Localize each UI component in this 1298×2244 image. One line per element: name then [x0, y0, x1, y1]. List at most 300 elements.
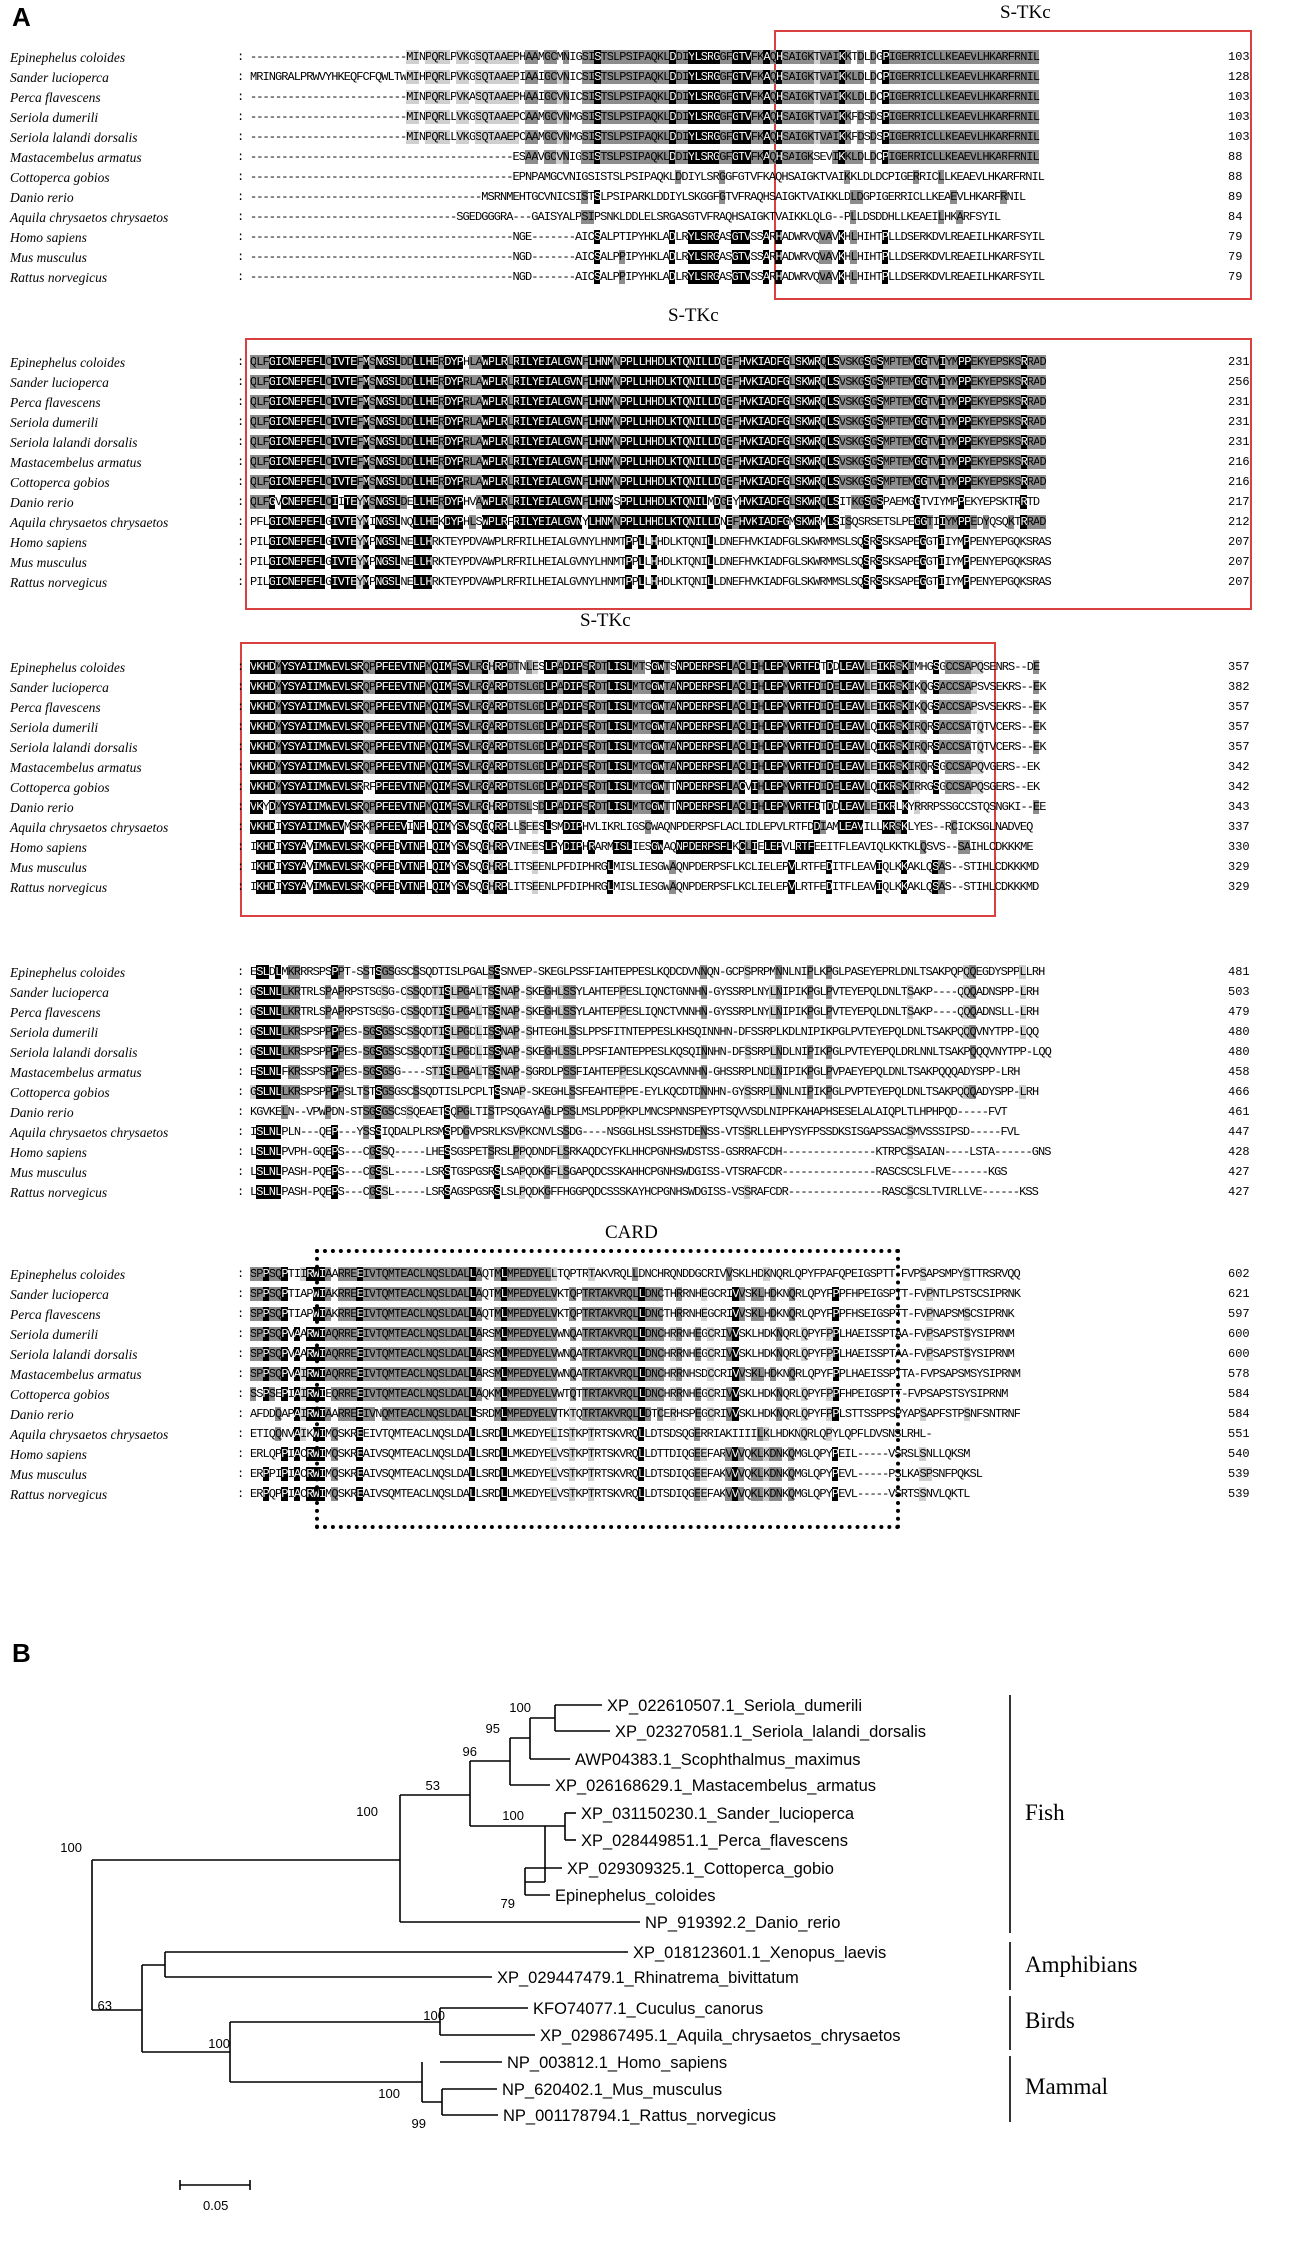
- separator: :: [237, 475, 245, 489]
- separator: :: [237, 1125, 245, 1139]
- separator: :: [237, 555, 245, 569]
- species-name: Sander lucioperca: [10, 1287, 109, 1302]
- sequence: -------------------------------------MSRNMEHTGCVNICSISTSLPSIPARKLDDIYLSKGGFGTVFRAQHSAIGKTVAIKKLDLDGPIGERRICLLKEAEVLHKARFRNIL: [250, 190, 1026, 204]
- alignment-row: [0, 1163, 1298, 1182]
- sequence: ------------------------------------------NGE-------AICSALPTIPYHKLADLRYLSRGASGTVSSARHADWRVQVAVKHLHIHTPLLDSERKDVLREAEILHKARFSYIL: [250, 230, 1045, 244]
- separator: :: [237, 760, 245, 774]
- species-name: Seriola dumerili: [10, 720, 99, 735]
- species-name: Cottoperca gobios: [10, 1387, 110, 1402]
- residue-count: 84: [1228, 210, 1243, 224]
- species-name: Danio rerio: [10, 495, 74, 510]
- alignment-row: [0, 1405, 1298, 1424]
- separator: :: [237, 740, 245, 754]
- residue-count: 342: [1228, 760, 1250, 774]
- bootstrap-value: 100: [60, 1840, 82, 1855]
- species-name: Seriola dumerili: [10, 1327, 99, 1342]
- separator: :: [237, 230, 245, 244]
- residue-count: 597: [1228, 1307, 1250, 1321]
- sequence: VKHDMYSYAIIMWEVLSRQPPFEEVTNPMQIMFSVLRGARPDTSLGDLPADIPSRDTLISLMTCGWTANPDERPSFLACLIHLEPMVRTFDIDELEAVLQIKRSKIRQRSACCSATQTVCERS--EK: [250, 720, 1046, 734]
- species-name: Rattus norvegicus: [10, 1487, 108, 1502]
- residue-count: 357: [1228, 720, 1250, 734]
- alignment-row: [0, 658, 1298, 677]
- residue-count: 231: [1228, 355, 1250, 369]
- residue-count: 584: [1228, 1407, 1250, 1421]
- alignment-row: [0, 108, 1298, 127]
- species-name: Rattus norvegicus: [10, 575, 108, 590]
- sequence: GSLNLLKRSPSPPPPES-SGSGSSCSSQDTISLPGDLISSNAP-SHTEGHLSSLPPSFITNTEPPESLKHSQINNHN-DFSSRPLKDLNIPIKPGLPVTEYEPQLDNLTSAKPQQQVNYTPP-LQQ: [250, 1025, 1039, 1039]
- alignment-row: [0, 678, 1298, 697]
- sequence: -------------------------MINPQRLLVKGSQTAAEPCAAMGCVNMGSISTSLPSIPAQKLDDIYLSRGGFGTVFKAQHSAIGKTVAIKKFDSDSPIGERRICLLKEAEVLHKARFRNIL: [250, 110, 1040, 124]
- species-name: Rattus norvegicus: [10, 270, 108, 285]
- separator: :: [237, 415, 245, 429]
- separator: :: [237, 680, 245, 694]
- tree-tip-label: NP_919392.2_Danio_rerio: [645, 1914, 841, 1932]
- residue-count: 539: [1228, 1487, 1250, 1501]
- sequence: ESLDLMKRRRSPSPPT-SSTSGSGSCSSQDTISLPGALSSSNVEP-SKEGLPSSFIAHTEPPESLKQDCDVNNQN-GCPSPRPMNNLNIPLKPGLPASEYEPRLDNLTSAKPQPQQEGDYSPPLLRH: [250, 965, 1045, 979]
- species-name: Sander lucioperca: [10, 985, 109, 1000]
- species-name: Mus musculus: [10, 250, 87, 265]
- sequence: LSLNLPVPH-GQEPS---CGSSQ-----LHESSGSPETSRSLPPQDNDFLSRKAQDCYFKLHHCPGNHSWDSTSS-GSRRAFCDH---------------KTRPCSSAIAN----LSTA------GNS: [250, 1145, 1051, 1159]
- separator: :: [237, 660, 245, 674]
- sequence: QLFGICNEPEFLCIVTEFMSNGSLDDLLHERDYPRLAWPLRLRILYEIALGVNFLHNMNPPLLHHDLKTQNILLDGEFHVKIADFGLSKWRQLSVSKGSGSMPTEMGGTVIYMPPEKYEPSKSRRAD: [250, 455, 1046, 469]
- species-name: Seriola lalandi dorsalis: [10, 1045, 138, 1060]
- species-name: Seriola lalandi dorsalis: [10, 740, 138, 755]
- bootstrap-value: 96: [462, 1744, 477, 1759]
- alignment-row: [0, 718, 1298, 737]
- sequence: QLFGICNEPEFLCIVTEFMSNGSLDDLLHERDYPRLAWPLRLRILYEIALGVNFLHNMNPPLLHHDLKTQNILLDGEFHVKIADFGLSKWRQLSVSKGSGSMPTEMGGTVIYMPPEKYEPSKSRRAD: [250, 395, 1046, 409]
- sequence: PILGICNEPEFLGIVTEYMPNGSLNELLHRKTEYPDVAWPLRFRILHEIALGVNYLHNMTPPLLHHDLKTQNILLDNEFHVKIADFGLSKWRMMSLSQSRSSKSAPEGGTIIYMPPENYEPGQKSRAS: [250, 535, 1051, 549]
- alignment-row: [0, 553, 1298, 572]
- residue-count: 342: [1228, 780, 1250, 794]
- alignment-row: [0, 1023, 1298, 1042]
- panel-a-label: A: [12, 2, 31, 32]
- species-name: Danio rerio: [10, 190, 74, 205]
- group-label-fish: Fish: [1025, 1800, 1065, 1825]
- sequence: GSLNLLKRSPSPPPPSLTSTSGSGSCSSQDTISLPCPLTSSNAP-SKEGHLSSFEAHTEPPE-EYLKQCDTDNNHN-GYSSRPLNNLNIPIKPGLPVPTEYEPQLDNLTSAKPQQQADYSPP-LRH: [250, 1085, 1039, 1099]
- alignment-row: [0, 983, 1298, 1002]
- tree-tip-label: KFO74077.1_Cuculus_canorus: [533, 2000, 764, 2018]
- separator: :: [237, 270, 245, 284]
- residue-count: 481: [1228, 965, 1250, 979]
- sequence: ESLNLFKRSSPSPPPES-SGSGSG----STISLPGALTSSNAP-SGRDLPSSFIAHTEPPESLKQSCAVNNHN-GHSSRPLNDLNIPIKPGLPVPAEYEPQLDNLTSAKPQQQADYSPP-LRH: [250, 1065, 1020, 1079]
- alignment-row: [0, 818, 1298, 837]
- alignment-row: [0, 373, 1298, 392]
- sequence: GSLNLLKRSPSPPPPES-SGSGSSCSSQDTISLPGDLISSNAP-SKEGHLSSLPPSFIANTEPPESLKQSQINNHN-DFSSRPLNDLNIPIKPGLPVTEYEPQLDRLNNLTSAKPQQQVNYTPP-LQQ: [250, 1045, 1051, 1059]
- alignment-row: [0, 128, 1298, 147]
- residue-count: 427: [1228, 1165, 1250, 1179]
- species-name: Cottoperca gobios: [10, 475, 110, 490]
- sequence: ERPQPPIACRWIMQSKREAIVSQMTEACLNQSLDALLSRDLLMKEDYELVSTKPTRTSKVRQLLDTSDIQGEEFAKVVVQKLKDNKQMGLQPYPEVL-----VSRTSSNVLQKTL: [250, 1487, 970, 1501]
- alignment-row: [0, 1445, 1298, 1464]
- tree-tip-label: Epinephelus_coloides: [555, 1887, 716, 1905]
- species-name: Mastacembelus armatus: [10, 1367, 142, 1382]
- residue-count: 79: [1228, 270, 1243, 284]
- alignment-row: [0, 573, 1298, 592]
- sequence: IKHDIYSYAVIMWEVLSRKQPFEDVTNPLQIMYSVSQGHRPLITSEENLPFDIPHRGLMISLIESGWAQNPDERPSFLKCLIELEPVLRTFEDITFLEAVIQLKKAKLQSAS--STIHLCDKKKMD: [250, 860, 1039, 874]
- alignment-row: [0, 513, 1298, 532]
- separator: :: [237, 1307, 245, 1321]
- sequence: -------------------------MINPQRLPVKASQTAAEPHAAIGCVNICSISTSLPSIPAQKLDDIYLSRGGFGTVFKAQHSAIGKTVAIKKLDLDCPIGERRICLLKEAEVLHKARFRNIL: [250, 90, 1040, 104]
- residue-count: 207: [1228, 575, 1250, 589]
- species-name: Seriola dumerili: [10, 1025, 99, 1040]
- residue-count: 343: [1228, 800, 1250, 814]
- species-name: Mastacembelus armatus: [10, 150, 142, 165]
- separator: :: [237, 50, 245, 64]
- sequence: -------------------------MINPQRLPVKGSQTAAEPHAAMGCMNIGSISTSLPSIPAQKLDDIYLSRGGFGTVFKAQHSAIGKTVAIKKTDLDGPIGERRICLLKEAEVLHKARFRNIL: [250, 50, 1040, 64]
- residue-count: 207: [1228, 535, 1250, 549]
- tree-tip-label: XP_029867495.1_Aquila_chrysaetos_chrysaetos: [540, 2027, 901, 2045]
- tree-tip-label: XP_026168629.1_Mastacembelus_armatus: [555, 1777, 877, 1795]
- species-name: Perca flavescens: [10, 1005, 101, 1020]
- species-name: Homo sapiens: [10, 230, 87, 245]
- species-name: Seriola lalandi dorsalis: [10, 435, 138, 450]
- residue-count: 103: [1228, 130, 1250, 144]
- sequence: PILGICNEPEFLGIVTEYMPNGSLNELLHRKTEYPDVAWPLRFRILHEIALGVNYLHNMTPPLLHHDLKTQNILLDNEFHVKIADFGLSKWRMMSLSQSRSSKSAPEGGTIIYMPPENYEPGQKSRAS: [250, 555, 1051, 569]
- alignment-row: [0, 433, 1298, 452]
- species-name: Rattus norvegicus: [10, 1185, 108, 1200]
- species-name: Sander lucioperca: [10, 375, 109, 390]
- separator: :: [237, 780, 245, 794]
- alignment-row: [0, 1285, 1298, 1304]
- bootstrap-value: 99: [411, 2116, 426, 2131]
- separator: :: [237, 880, 245, 894]
- bootstrap-value: 100: [509, 1700, 531, 1715]
- separator: :: [237, 575, 245, 589]
- species-name: Perca flavescens: [10, 700, 101, 715]
- sequence: VKHDMYSYAIIMWEVLSRQPPFEEVTNPMQIMFSVLRGARPDTSLGDLPADIPSRDTLISLMTCGWTANPDERPSFLACLIHLEPMVRTFDIDELEAVLEIKRSKIKQGSACCSAPSVSEKRS--EK: [250, 700, 1046, 714]
- sequence: PFLGICNEPEFLGIVTEYMINGSLNQLLHEKDYPHLSWPLRFRILYEIALGVNYLHNMNPPLLHHDLKTQNILLDNEFHVKIADFGMSKWRMLSISQSRSETSLPEGGTIIYMPPEDYQSQKTRRAD: [250, 515, 1046, 529]
- separator: :: [237, 355, 245, 369]
- sequence: -------------------------MINPQRLLVKGSQTAAEPCAAMGCVNMGSISTSLPSIPAQKLDDIYLSRGGFGTVFKAQHSAIGKTVAIKKFDSDSPIGERRICLLKEAEVLHKARFRNIL: [250, 130, 1040, 144]
- residue-count: 480: [1228, 1045, 1250, 1059]
- species-name: Cottoperca gobios: [10, 170, 110, 185]
- residue-count: 337: [1228, 820, 1250, 834]
- separator: :: [237, 150, 245, 164]
- alignment-row: [0, 1425, 1298, 1444]
- residue-count: 79: [1228, 230, 1243, 244]
- residue-count: 357: [1228, 740, 1250, 754]
- sequence: SPPSQPTIIRWIAARREEIVTQMTEACLNQSLDALLAQTMLMPEDYELLTQPTRTAKVRQLLDNCHRQNDDGCRIVVSKLHDKNQRLQPYFPAFQPEIGSPTT-FVPSAPSMPYSTTRSRVQQ: [250, 1267, 1020, 1281]
- sequence: KGVKELN--VPWPDN-STSGSGSCSSQEAETSQPGLTISTPSQGAYAGLPSSLMSLPDPPKPLMNCSPNNSPEYPTSQVVSDLNIPFKAHAPHSESELALAIQPLTLHPHPQD-----FVT: [250, 1105, 1007, 1119]
- separator: :: [237, 1045, 245, 1059]
- sequence: SPPSQPVAARWIAQRREEIVTQMTEACLNQSLDALLARSMLMPEDYELVWNQATRTAKVRQLLDNCHRRNHEGCRIVVSKLHDKNQRLQPYFPPLHAEISSPTAA-FVPSAPSTSYSIPRNM: [250, 1327, 1014, 1341]
- alignment-row: [0, 1345, 1298, 1364]
- residue-count: 447: [1228, 1125, 1250, 1139]
- alignment-row: [0, 1485, 1298, 1504]
- separator: :: [237, 1447, 245, 1461]
- alignment-row: [0, 1365, 1298, 1384]
- alignment-row: [0, 1003, 1298, 1022]
- sequence: VKHDMYSYAIIMWEVLSRQPPFEEVTNPMQIMFSVLRGHRPDTNLESLPADIPSRDTLISLMTSGWTSNPDERPSFLACLIHLEPMVRTFDTDDLEAVLEIKRSKIMHGSGCCSAPQSENRS--DE: [250, 660, 1040, 674]
- separator: :: [237, 110, 245, 124]
- species-name: Epinephelus coloides: [10, 965, 126, 980]
- species-name: Homo sapiens: [10, 1145, 87, 1160]
- separator: :: [237, 250, 245, 264]
- alignment-row: [0, 1465, 1298, 1484]
- separator: :: [237, 1347, 245, 1361]
- alignment-row: [0, 1083, 1298, 1102]
- bootstrap-value: 100: [208, 2036, 230, 2051]
- species-name: Aquila chrysaetos chrysaetos: [10, 210, 169, 225]
- species-name: Mus musculus: [10, 860, 87, 875]
- species-name: Seriola lalandi dorsalis: [10, 130, 138, 145]
- residue-count: 212: [1228, 515, 1250, 529]
- bootstrap-value: 95: [485, 1721, 500, 1736]
- separator: :: [237, 720, 245, 734]
- residue-count: 103: [1228, 90, 1250, 104]
- tree-tip-label: NP_001178794.1_Rattus_norvegicus: [503, 2107, 777, 2125]
- species-name: Aquila chrysaetos chrysaetos: [10, 1427, 169, 1442]
- separator: :: [237, 90, 245, 104]
- species-name: Aquila chrysaetos chrysaetos: [10, 515, 169, 530]
- alignment-row: [0, 838, 1298, 857]
- separator: :: [237, 515, 245, 529]
- separator: :: [237, 1287, 245, 1301]
- species-name: Seriola dumerili: [10, 415, 99, 430]
- residue-count: 329: [1228, 880, 1250, 894]
- sequence: SPPSQPVAARWIAQRREEIVTQMTEACLNQSLDALLARSMLMPEDYELVWNQATRTAKVRQLLDNCHRRNHEGCRIVVSKLHDKNQRLQPYFPPLHAEISSPTAA-FVPSAPSTSYSIPRNM: [250, 1347, 1014, 1361]
- alignment-row: [0, 698, 1298, 717]
- separator: :: [237, 1427, 245, 1441]
- alignment-row: [0, 1043, 1298, 1062]
- separator: :: [237, 375, 245, 389]
- residue-count: 382: [1228, 680, 1250, 694]
- tree-tip-label: NP_003812.1_Homo_sapiens: [507, 2054, 728, 2072]
- species-name: Seriola lalandi dorsalis: [10, 1347, 138, 1362]
- residue-count: 89: [1228, 190, 1243, 204]
- species-name: Cottoperca gobios: [10, 780, 110, 795]
- alignment-row: [0, 1265, 1298, 1284]
- alignment-row: [0, 188, 1298, 207]
- tree-tip-label: AWP04383.1_Scophthalmus_maximus: [575, 1751, 861, 1769]
- separator: :: [237, 860, 245, 874]
- separator: :: [237, 1005, 245, 1019]
- alignment-row: [0, 393, 1298, 412]
- species-name: Danio rerio: [10, 800, 74, 815]
- residue-count: 479: [1228, 1005, 1250, 1019]
- separator: :: [237, 190, 245, 204]
- alignment-row: [0, 208, 1298, 227]
- species-name: Perca flavescens: [10, 395, 101, 410]
- separator: :: [237, 210, 245, 224]
- species-name: Aquila chrysaetos chrysaetos: [10, 1125, 169, 1140]
- residue-count: 539: [1228, 1467, 1250, 1481]
- alignment-row: [0, 228, 1298, 247]
- scale-bar-label: 0.05: [203, 2198, 229, 2213]
- separator: :: [237, 820, 245, 834]
- species-name: Mastacembelus armatus: [10, 455, 142, 470]
- separator: :: [237, 1487, 245, 1501]
- sequence: QLFGICNEPEFLCIVTEFMSNGSLDDLLHERDYPRLAWPLRLRILYEIALGVNFLHNMNPPLLHHDLKTQNILLDGEFHVKIADFGLSKWRQLSVSKGSGSMPTEMGGTVIYMPPEKYEPSKSRRAD: [250, 375, 1046, 389]
- separator: :: [237, 1145, 245, 1159]
- alignment-row: [0, 738, 1298, 757]
- sequence: ISLNLPLN---QEP---YSSSIQDALPLRSMSPDGVPSRLKSVPKCNVLSSDG----NSGGLHSLSSHSTDENSS-VTSSRLLEHPYSYFPSSDKSISGAPSSACSMVSSSIPSD-----FVL: [250, 1125, 1020, 1139]
- separator: :: [237, 965, 245, 979]
- separator: :: [237, 800, 245, 814]
- species-name: Homo sapiens: [10, 840, 87, 855]
- bootstrap-value: 53: [425, 1778, 440, 1793]
- residue-count: 231: [1228, 395, 1250, 409]
- species-name: Mastacembelus armatus: [10, 760, 142, 775]
- residue-count: 330: [1228, 840, 1250, 854]
- separator: :: [237, 1065, 245, 1079]
- alignment-row: [0, 878, 1298, 897]
- separator: :: [237, 435, 245, 449]
- residue-count: 207: [1228, 555, 1250, 569]
- residue-count: 357: [1228, 700, 1250, 714]
- alignment-row: [0, 1385, 1298, 1404]
- residue-count: 88: [1228, 170, 1243, 184]
- species-name: Seriola dumerili: [10, 110, 99, 125]
- tree-tip-label: XP_018123601.1_Xenopus_laevis: [633, 1944, 887, 1962]
- domain-label-s-tkc-3: S-TKc: [580, 610, 631, 631]
- sequence: VKHDMYSYAIIMWEVLSRQPPFEEVTNPMQIMFSVLRGARPDTSLGDLPADIPSRDTLISLMTCGWTANPDERPSFLACLIHLEPMVRTFDIDELEAVLEIKRSKIKQGSACCSAPSVSEKRS--EK: [250, 680, 1046, 694]
- species-name: Perca flavescens: [10, 1307, 101, 1322]
- residue-count: 231: [1228, 415, 1250, 429]
- domain-label-card: CARD: [605, 1222, 658, 1243]
- residue-count: 256: [1228, 375, 1250, 389]
- sequence: VKHDIYSYAIIMWEVMSRKPPFEEVINPLQIMYSVSQGQRPLLSEESLSMDIPHVLIKRLIGSCWAQNPDERPSFLACLIDLEPVLRTFDDIAMLEAVILLKRSKLYES--RCICKSGLNADVEQ: [250, 820, 1033, 834]
- sequence: QLFGVCNEPEFLCIITEYMSNGSLDELLHERDYPHVAWPLRLRILYEIALGVNFLHNMSPPLLHHDLKTQNILMDGEYHVKIADFGLSKWRQLSITKGSGSPAEMGGTVIYMPPEKYEPSKTRRTD: [250, 495, 1040, 509]
- species-name: Perca flavescens: [10, 90, 101, 105]
- tree-tip-label: XP_031150230.1_Sander_lucioperca: [581, 1805, 855, 1823]
- residue-count: 466: [1228, 1085, 1250, 1099]
- alignment-row: [0, 778, 1298, 797]
- residue-count: 621: [1228, 1287, 1250, 1301]
- sequence: LSLNLPASH-PQEPS---CGSSL-----LSRSAGSPGSRSLSLPQDKGFFHGGPQDCSSSKAYHCPGNHSWDGISS-VSSRAFCDR---------------RASCSCSLTVIRLLVE------KSS: [250, 1185, 1038, 1199]
- species-name: Epinephelus coloides: [10, 1267, 126, 1282]
- species-name: Mus musculus: [10, 555, 87, 570]
- species-name: Sander lucioperca: [10, 70, 109, 85]
- bootstrap-value: 100: [356, 1804, 378, 1819]
- alignment-row: [0, 268, 1298, 287]
- domain-label-s-tkc-1: S-TKc: [1000, 2, 1051, 23]
- sequence: IKHDIYSYAVIMWEVLSRKQPFEDVTNPLQIMYSVSQGHRPLITSEENLPFDIPHRGLMISLIESGWAQNPDERPSFLKCLIELEPVLRTFEDITFLEAVIQLKKAKLQSAS--STIHLCDKKKMD: [250, 880, 1039, 894]
- bootstrap-value: 63: [97, 1998, 112, 2013]
- residue-count: 231: [1228, 435, 1250, 449]
- species-name: Rattus norvegicus: [10, 880, 108, 895]
- alignment-row: [0, 148, 1298, 167]
- species-name: Homo sapiens: [10, 535, 87, 550]
- sequence: ERPPIPIACRWIMQSKREAIVSQMTEACLNQSLDALLSRDLLMKEDYELVSTKPTRTSKVRQLLDTSDIQGEEFAKVVVQKLKDNKQMGLQPYPEVL-----PSLKASPSNFPQKSL: [250, 1467, 982, 1481]
- bootstrap-value: 100: [502, 1808, 524, 1823]
- separator: :: [237, 700, 245, 714]
- residue-count: 578: [1228, 1367, 1250, 1381]
- alignment-row: [0, 493, 1298, 512]
- alignment-row: [0, 473, 1298, 492]
- sequence: VKYDMYSYAIIMWEVLSRQPPFEEVTNPMQIMFSVLRGHRPDTSLSDLPADIPSRDTLISLMTCGWTTNPDERPSFLACLIHLEPMVRTFDTDDLEAVLEIKRLKYRRRPSSGCCSTQSNGKI--EE: [250, 800, 1046, 814]
- sequence: GSLNLLKRTRLSPAPRPSTSGSG-CSSQDTISLPGALTSSNAP-SKEGHLSSYLAHTEPPESLIQNCTGNNHN-GYSSRPLNYLNIPIKPGLPVTEYEPQLDNLTSAKP----QQQADNSPP-LRH: [250, 985, 1039, 999]
- residue-count: 584: [1228, 1387, 1250, 1401]
- sequence: VKHDMYSYAIIMWEVLSRQPPFEEVTNPMQIMFSVLRGARPDTSLGDLPADIPSRDTLISLMTCGWTANPDERPSFLACLIHLEPMVRTFDIDELEAVLEIKRSKIRQRSGCCSAPQVGERS--EK: [250, 760, 1040, 774]
- separator: :: [237, 1387, 245, 1401]
- phylogenetic-tree: [0, 1630, 1298, 2230]
- bootstrap-value: 100: [423, 2008, 445, 2023]
- alignment-row: [0, 963, 1298, 982]
- alignment-row: [0, 413, 1298, 432]
- separator: :: [237, 1327, 245, 1341]
- sequence: QLFGICNEPEFLCIVTEFMSNGSLDDLLHERDYPRLAWPLRLRILYEIALGVNFLHNMNPPLLHHDLKTQNILLDGEFHVKIADFGLSKWRQLSVSKGSGSMPTEMGGTVIYMPPEKYEPSKSRRAD: [250, 435, 1046, 449]
- species-name: Mastacembelus armatus: [10, 1065, 142, 1080]
- separator: :: [237, 1165, 245, 1179]
- residue-count: 503: [1228, 985, 1250, 999]
- residue-count: 600: [1228, 1347, 1250, 1361]
- tree-tip-label: NP_620402.1_Mus_musculus: [502, 2081, 723, 2099]
- sequence: QLFGICNEPEFLCIVTEFMSNGSLDDLLHERDYPRLAWPLRLRILYEIALGVNFLHNMNPPLLHHDLKTQNILLDGEFHVKIADFGLSKWRQLSVSKGSGSMPTEMGGTVIYMPPEKYEPSKSRRAD: [250, 415, 1046, 429]
- residue-count: 458: [1228, 1065, 1250, 1079]
- residue-count: 428: [1228, 1145, 1250, 1159]
- separator: :: [237, 1267, 245, 1281]
- panel-b-label: B: [12, 1638, 31, 1668]
- residue-count: 480: [1228, 1025, 1250, 1039]
- group-label-mammal: Mammal: [1025, 2074, 1109, 2099]
- separator: :: [237, 1407, 245, 1421]
- alignment-row: [0, 248, 1298, 267]
- residue-count: 88: [1228, 150, 1243, 164]
- alignment-row: [0, 68, 1298, 87]
- separator: :: [237, 840, 245, 854]
- tree-tip-label: XP_023270581.1_Seriola_lalandi_dorsalis: [615, 1723, 926, 1741]
- tree-tip-label: XP_029447479.1_Rhinatrema_bivittatum: [497, 1969, 799, 1987]
- alignment-row: [0, 453, 1298, 472]
- residue-count: 602: [1228, 1267, 1250, 1281]
- sequence: ETIQQNVAIKWIMQSKREEIVTQMTEACLNQSLDALLSRDLLMKEDYELISTKPTRTSKVRQLLDTSDSQGERRIAKIIIILKLHDKNQRLQPYLQPFLDVSNSLRHL-: [250, 1427, 932, 1441]
- alignment-row: [0, 1183, 1298, 1202]
- group-label-amphibians: Amphibians: [1025, 1952, 1138, 1977]
- tree-tip-label: XP_029309325.1_Cottoperca_gobio: [567, 1860, 834, 1878]
- alignment-row: [0, 1123, 1298, 1142]
- residue-count: 427: [1228, 1185, 1250, 1199]
- residue-count: 128: [1228, 70, 1250, 84]
- separator: :: [237, 1367, 245, 1381]
- sequence: ------------------------------------------NGD-------AICSALPPIPYHKLADLRYLSRGASGTVSSARHADWRVQVAVKHLHIHTPLLDSERKDVLREAEILHKARFSYIL: [250, 250, 1045, 264]
- sequence: GSLNLLKRTRLSPAPRPSTSGSG-CSSQDTISLPGALTSSNAP-SKEGHLSSYLAHTEPPESLIQNCTVNNHN-GYSSRPLNYLNIPIKPGLPVTEYEPQLDNLTSAKP----QQQADNSLL-LRH: [250, 1005, 1039, 1019]
- alignment-row: [0, 533, 1298, 552]
- alignment-row: [0, 353, 1298, 372]
- residue-count: 600: [1228, 1327, 1250, 1341]
- sequence: VKHDMYSYAIIMWEVLSRRFPFEEVTNPMQIMFSVLRGARPDTSLGDLPADIPSRDTLISLMTCGWTTNPDERPSFLACVIHLEPMVRTFDIDELEAVLQIKRSKIRRGSGCCSAPQSGERS--EK: [250, 780, 1040, 794]
- species-name: Epinephelus coloides: [10, 50, 126, 65]
- residue-count: 357: [1228, 660, 1250, 674]
- species-name: Mus musculus: [10, 1165, 87, 1180]
- separator: :: [237, 535, 245, 549]
- species-name: Sander lucioperca: [10, 680, 109, 695]
- sequence: QLFGICNEPEFLCIVTEFMSNGSLDDLLHERDYPHLAWPLRLRILYEIALGVNFLHNMNPPLLHHDLKTQNILLDGEFHVKIADFGLSKWRQLSVSKGSGSMPTEMGGTVIYMPPEKYEPSKSRRAD: [250, 355, 1046, 369]
- sequence: ERLQPPIACRWIMQSKREAIVSQMTEACLNQSLDALLSRDLLMKEDYELVSTKPTRTSKVRQLLDTTDIQGEEFARVVVQKLKDNKQMGLQPYPEIL-----VSRSLSNLLQKSM: [250, 1447, 970, 1461]
- sequence: ------------------------------------------EPNPAMGCVNIGSISTSLPSIPAQKLDDIYLSRGGFGTVFKAQHSAIGKTVAIKKLDLDCPIGERRICLLKEAEVLHKARFRNIL: [250, 170, 1045, 184]
- sequence: QLFGICNEPEFLCIVTEFMSNGSLDDLLHERDYPRLAWPLRLRILYEIALGVNFLHNMNPPLLHHDLKTQNILLDGEFHVKIADFGLSKWRQLSVSKGSGSMPTEMGGTVIYMPPEKYEPSKSRRAD: [250, 475, 1046, 489]
- residue-count: 103: [1228, 110, 1250, 124]
- species-name: Danio rerio: [10, 1407, 74, 1422]
- separator: :: [237, 455, 245, 469]
- bootstrap-value: 100: [378, 2086, 400, 2101]
- sequence: AFDDQAPAIRWIAARREEIVNQMTEACLNQSLDALLSRDMLMPEDYELVTKTQTRTAKVRQLLDTCERHSPEGCRIVVSKLHDKNQRLQPYFPPLSTTSSPPSPYAPSAPFSTPSNFSNTRNF: [250, 1407, 1020, 1421]
- residue-count: 540: [1228, 1447, 1250, 1461]
- alignment-row: [0, 1305, 1298, 1324]
- separator: :: [237, 1105, 245, 1119]
- separator: :: [237, 1025, 245, 1039]
- alignment-row: [0, 1063, 1298, 1082]
- alignment-row: [0, 758, 1298, 777]
- sequence: MRINGRALPRWVYHKEQFCFQWLTWMIHPQRLPVKGSQTAAEPIAAIGCVNICSISTSLPSIPAQKLDDIYLSRGGFGTVFKAQHSAIGKTVAIKKLDLDCPIGERRICLLKEAEVLHKARFRNIL: [250, 70, 1040, 84]
- species-name: Danio rerio: [10, 1105, 74, 1120]
- species-name: Homo sapiens: [10, 1447, 87, 1462]
- residue-count: 217: [1228, 495, 1250, 509]
- alignment-row: [0, 168, 1298, 187]
- residue-count: 103: [1228, 50, 1250, 64]
- sequence: SSPSEPIAIRWIEQRREEIVTQMTEACLNQSLDALLAQKMLMPEDYELVWTQTTRTAKVRQLLDNCHRRNHEGCRIVVSKLHDKNQRLQPYFPPFHPEIGSPTT-FVPSAPSTSYSIPRNM: [250, 1387, 1008, 1401]
- residue-count: 216: [1228, 455, 1250, 469]
